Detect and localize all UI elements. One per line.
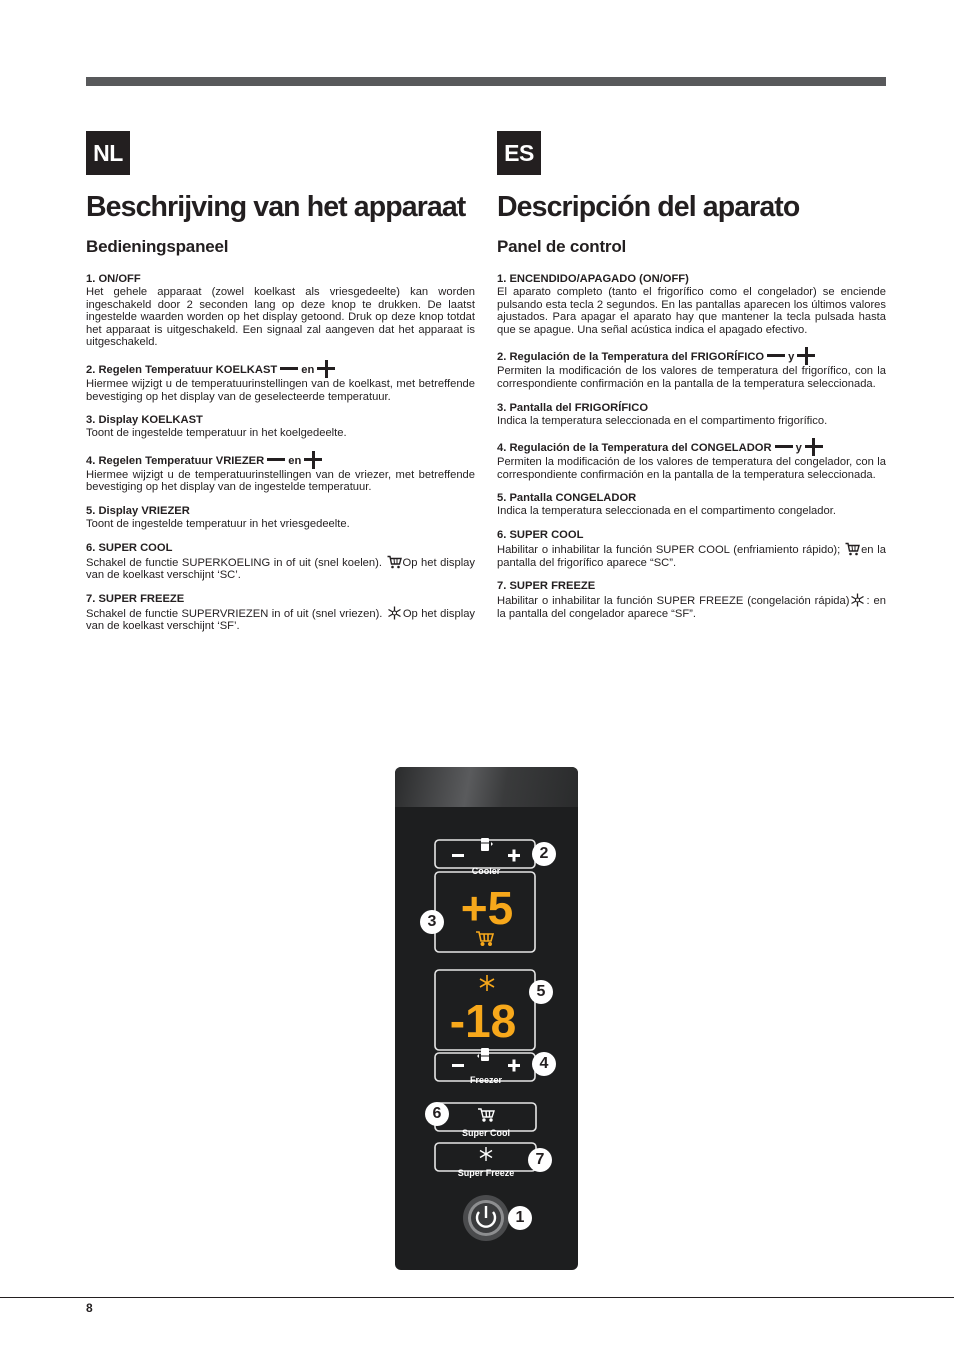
page-title-es: Descripción del aparato [497, 191, 800, 223]
item-body: El aparato completo (tanto el frigorífico como el congelador) se enciende pulsando esta tecla 2 segundos. En las pantallas aparecen los últimos valores ajustados. Para apagar el aparato hay que mantener la tecla pulsada hasta que se apague. Una señal acústica indica el apagado efectivo. [497, 286, 886, 336]
control-panel [395, 767, 578, 1270]
top-rule [86, 77, 886, 86]
cooler-label: Cooler [471, 866, 501, 876]
list-item [86, 414, 475, 440]
section-title-nl: Bedieningspaneel [86, 237, 229, 256]
item-heading: 1. ENCENDIDO/APAGADO (ON/OFF) [497, 273, 689, 285]
item-body-text: : en la pantalla del congelador aparece “SF”. [497, 595, 886, 620]
language-badge-nl: NL [86, 131, 130, 175]
control-panel-drawing [395, 767, 578, 1270]
item-conjunction: y [788, 351, 795, 364]
item-body-text: Schakel de functie SUPERKOELING in of uit (snel koelen). [86, 556, 382, 569]
item-body: Indica la temperatura seleccionada en el compartimento frigorífico. [497, 414, 828, 427]
list-item [86, 593, 475, 633]
list-item [497, 529, 886, 569]
cooler-plus-button [508, 850, 520, 862]
callout-4: 4 [532, 1052, 556, 1076]
snowflake-icon [850, 593, 865, 607]
column-nl [86, 131, 475, 644]
column-es [497, 131, 886, 631]
minus-icon [280, 367, 298, 370]
plus-icon [317, 360, 335, 378]
item-body: Het gehele apparaat (zowel koelkast als vriesgedeelte) kan worden ingeschakeld door 2 seconden lang op deze knop te drukken. De laatst ingestelde waarden worden op het display getoond. Druk op deze knop totdat het apparaat is uitgeschakeld. Een signaal zal aangeven dat het apparaat is uitgeschakeld. [86, 286, 475, 349]
list-item [497, 402, 886, 428]
freezer-minus-button [452, 1064, 464, 1067]
item-heading: 7. SUPER FREEZE [497, 580, 596, 593]
list-item [497, 273, 886, 336]
list-item [497, 580, 886, 620]
item-body [86, 606, 475, 633]
callout-2: 2 [532, 842, 556, 866]
bottom-rule [0, 1297, 954, 1298]
item-body: Indica la temperatura seleccionada en el compartimento congelador. [497, 505, 836, 518]
item-heading: 6. SUPER COOL [86, 541, 173, 554]
minus-icon [267, 458, 285, 461]
callout-5: 5 [529, 980, 553, 1004]
item-body: Hiermee wijzigt u de temperatuurinstellingen van de koelkast, met betreffende bevestiging op het display van de geselecteerde temperatuur. [86, 377, 475, 403]
item-body-text: Habilitar o inhabilitar la función SUPER COOL (enfriamiento rápido); [497, 543, 841, 556]
item-heading-text: 4. Regulación de la Temperatura del CONGELADOR [497, 442, 772, 455]
item-body: Toont de ingestelde temperatuur in het vriesgedeelte. [86, 517, 350, 530]
page-number: 8 [86, 1301, 93, 1315]
super-cool-label: Super Cool [461, 1128, 511, 1138]
cooler-minus-button [452, 854, 464, 857]
list-item [86, 273, 475, 349]
item-heading [86, 360, 475, 378]
item-heading: 6. SUPER COOL [497, 528, 584, 541]
item-body: Hiermee wijzigt u de temperatuurinstellingen van de vriezer, met betreffende bevestiging op het display van de ingestelde temperatuur. [86, 468, 475, 494]
list-item [497, 438, 886, 481]
page-title-nl: Beschrijving van het apparaat [86, 191, 466, 223]
snowflake-icon [387, 606, 402, 620]
item-heading: 1. ON/OFF [86, 273, 141, 285]
item-heading: 3. Pantalla del FRIGORÍFICO [497, 401, 649, 414]
minus-icon [775, 445, 793, 448]
callout-6: 6 [425, 1102, 449, 1126]
list-item [497, 492, 886, 518]
list-item [86, 451, 475, 494]
item-list-nl [86, 273, 475, 633]
item-body-text: Schakel de functie SUPERVRIEZEN in of uit (snel vriezen). [86, 607, 383, 620]
plus-icon [304, 451, 322, 469]
freezer-plus-button [508, 1060, 520, 1072]
cart-icon [478, 1109, 494, 1121]
item-heading-text: 2. Regelen Temperatuur KOELKAST [86, 363, 278, 376]
item-heading-text: 4. Regelen Temperatuur VRIEZER [86, 454, 265, 467]
item-body-text: en la pantalla del frigorífico aparece “SC”. [497, 543, 886, 569]
item-conjunction: en [301, 363, 315, 376]
item-heading-text: 2. Regulación de la Temperatura del FRIGORÍFICO [497, 351, 765, 364]
item-heading: 5. Pantalla CONGELADOR [497, 492, 637, 505]
list-item [86, 505, 475, 531]
minus-icon [767, 354, 785, 357]
snowflake-icon [480, 1147, 492, 1161]
item-heading: 5. Display VRIEZER [86, 504, 190, 517]
item-heading [497, 347, 886, 365]
item-heading: 7. SUPER FREEZE [86, 592, 185, 605]
item-body: Permiten la modificación de los valores de temperatura del congelador, con la correspondiente confirmación en la pantalla de la temperatura seleccionada. [497, 456, 886, 481]
freezer-display-value: -18 [449, 995, 517, 1047]
item-body: Toont de ingestelde temperatuur in het koelgedeelte. [86, 427, 347, 440]
item-heading [86, 451, 475, 469]
super-freeze-label: Super Freeze [457, 1168, 515, 1178]
item-conjunction: en [288, 454, 302, 467]
freezer-label: Freezer [469, 1075, 503, 1085]
item-body: Permiten la modificación de los valores de temperatura del frigorífico, con la correspondiente confirmación en la pantalla de la temperatura seleccionada. [497, 365, 886, 390]
list-item [86, 542, 475, 582]
callout-1: 1 [508, 1206, 532, 1230]
plus-icon [797, 347, 815, 365]
plus-icon [805, 438, 823, 456]
item-body-text: Op het display van de koelkast verschijnt ‘SC’. [86, 556, 475, 582]
item-list-es [497, 273, 886, 620]
callout-3: 3 [420, 910, 444, 934]
cart-icon [845, 542, 860, 556]
item-heading [497, 438, 886, 456]
item-body [497, 593, 886, 620]
cooler-display-value: +5 [460, 882, 514, 934]
power-button [463, 1195, 509, 1241]
snowflake-icon [480, 975, 494, 991]
cart-icon [387, 555, 402, 569]
item-body-text: Op het display van de koelkast verschijnt ‘SF’. [86, 607, 476, 633]
list-item [86, 360, 475, 403]
item-body [497, 542, 886, 569]
item-conjunction: y [795, 442, 802, 455]
item-body-text: Habilitar o inhabilitar la función SUPER FREEZE (congelación rápida) [497, 595, 850, 608]
section-title-es: Panel de control [497, 237, 627, 256]
item-heading: 3. Display KOELKAST [86, 414, 203, 427]
language-badge-es: ES [497, 131, 541, 175]
list-item [497, 347, 886, 390]
callout-7: 7 [528, 1148, 552, 1172]
item-body [86, 555, 475, 582]
